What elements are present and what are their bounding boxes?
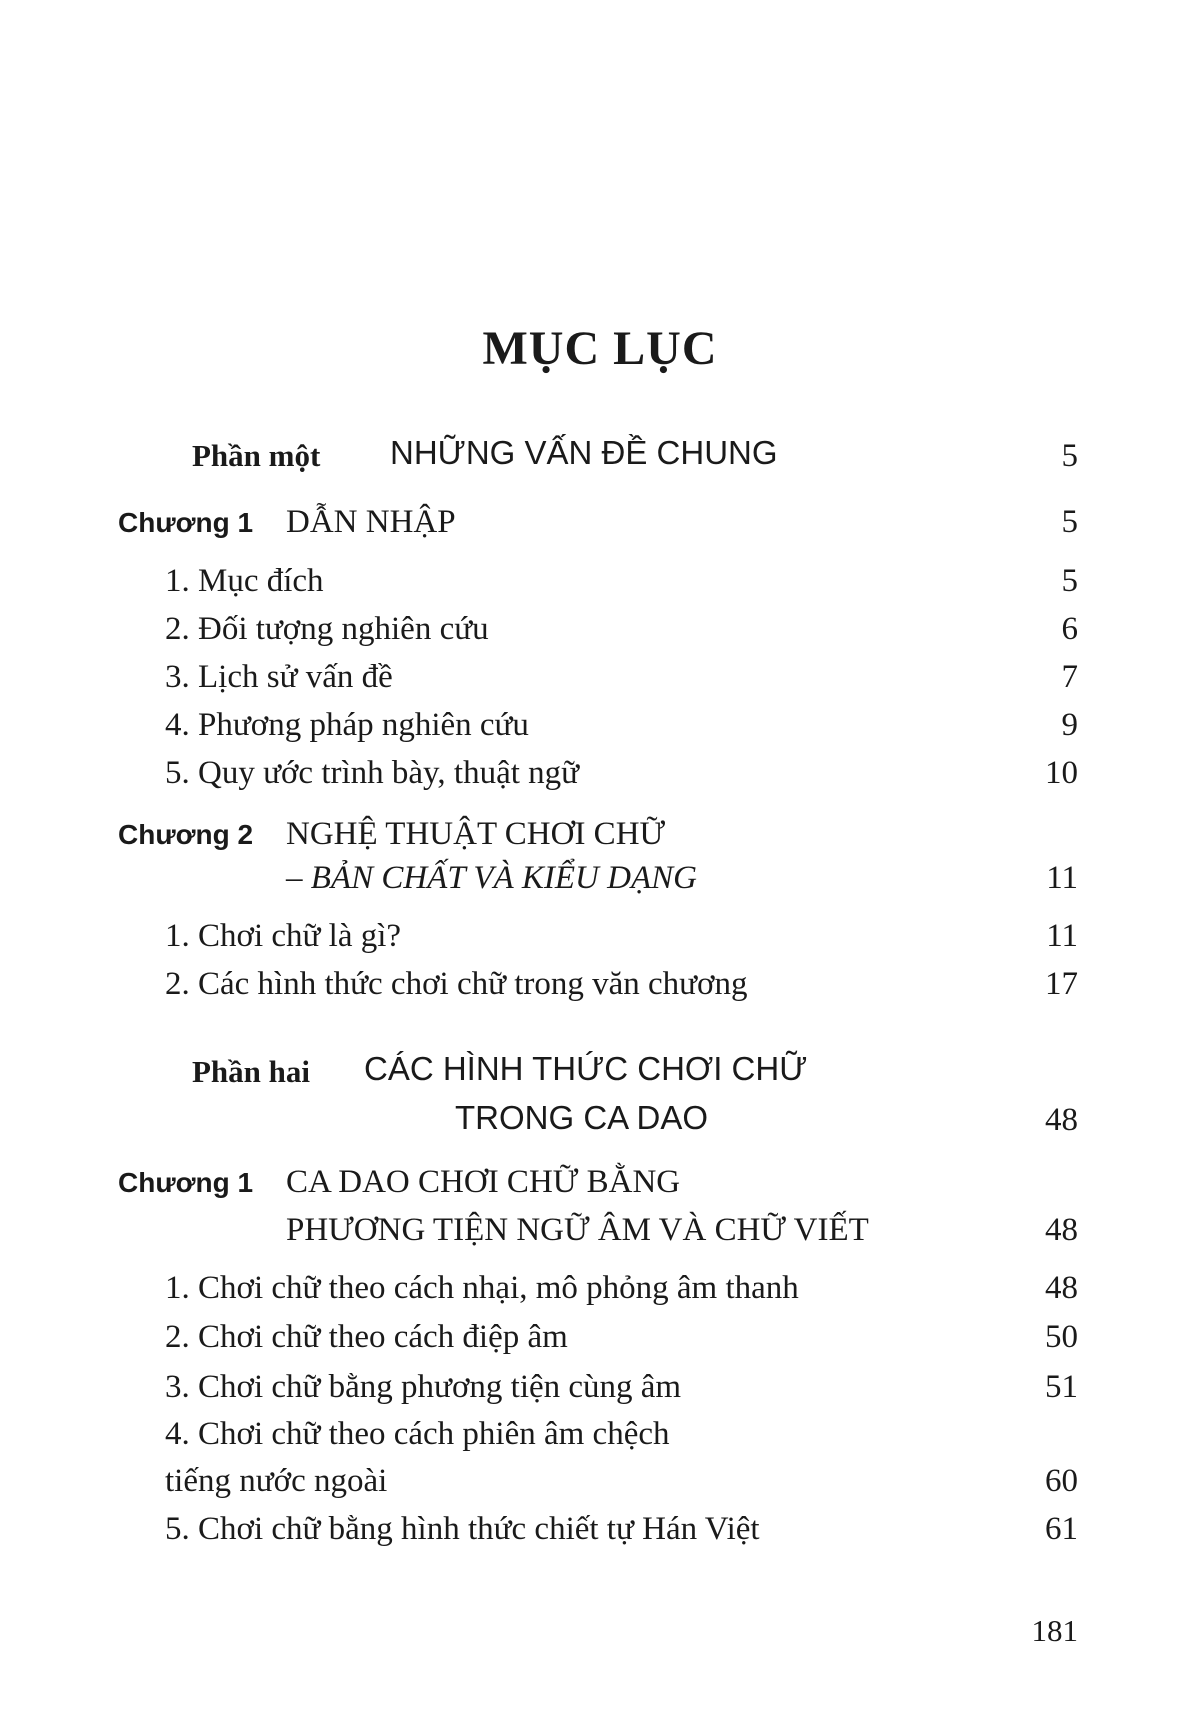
p2-chapter-1-name-line2: PHƯƠNG TIỆN NGỮ ÂM VÀ CHỮ VIẾT [286, 1212, 869, 1248]
toc-entry-page: 61 [1045, 1511, 1078, 1547]
p2-chapter-1-page: 48 [1045, 1212, 1078, 1248]
toc-entry-text: 4. Chơi chữ theo cách phiên âm chệch [165, 1416, 670, 1452]
p1-chapter-2-page: 11 [1046, 860, 1078, 896]
p1-chapter-2-name-line1: NGHỆ THUẬT CHƠI CHỮ [286, 816, 666, 852]
p1-chapter-1-label: Chương 1 [118, 507, 254, 538]
p2-chapter-1-label: Chương 1 [118, 1167, 254, 1198]
part-two-page: 48 [1045, 1102, 1078, 1138]
toc-entry-page: 51 [1045, 1369, 1078, 1405]
toc-entry-text-continued: tiếng nước ngoài [165, 1463, 388, 1499]
part-one-label: Phần một [192, 438, 321, 473]
toc-entry-text: 4. Phương pháp nghiên cứu [165, 707, 529, 743]
toc-entry-page: 60 [1045, 1463, 1078, 1499]
toc-entry-text: 3. Chơi chữ bằng phương tiện cùng âm [165, 1369, 682, 1405]
toc-entry-page: 11 [1046, 918, 1078, 954]
toc-entry-text: 2. Chơi chữ theo cách điệp âm [165, 1319, 568, 1355]
part-two-label: Phần hai [192, 1054, 311, 1089]
p1-chapter-1-name: DẪN NHẬP [286, 504, 456, 540]
toc-entry-text: 5. Chơi chữ bằng hình thức chiết tự Hán Việt [165, 1511, 760, 1547]
toc-entry-page: 48 [1045, 1270, 1078, 1306]
toc-entry-page: 17 [1045, 966, 1078, 1002]
p1-chapter-2-name-line2: – BẢN CHẤT VÀ KIỂU DẠNG [286, 860, 697, 896]
p1-chapter-2-label: Chương 2 [118, 819, 254, 850]
toc-entry-page: 7 [1061, 659, 1078, 695]
toc-entry-page: 6 [1061, 611, 1078, 647]
p2-chapter-1-name-line1: CA DAO CHƠI CHỮ BẰNG [286, 1164, 681, 1200]
toc-entry-text: 3. Lịch sử vấn đề [165, 659, 393, 695]
toc-entry-page: 5 [1061, 563, 1078, 599]
toc-entry-text: 1. Mục đích [165, 563, 324, 599]
toc-entry-page: 9 [1061, 707, 1078, 743]
p1-chapter-1-page: 5 [1061, 504, 1078, 540]
toc-entry-text: 1. Chơi chữ là gì? [165, 918, 402, 954]
part-one-name: NHỮNG VẤN ĐỀ CHUNG [390, 434, 778, 471]
toc-entry-text: 5. Quy ước trình bày, thuật ngữ [165, 755, 580, 791]
part-one-page: 5 [1061, 438, 1078, 474]
toc-entry-text: 2. Các hình thức chơi chữ trong văn chương [165, 966, 748, 1002]
toc-entry-text: 2. Đối tượng nghiên cứu [165, 611, 489, 647]
toc-entry-text: 1. Chơi chữ theo cách nhại, mô phỏng âm thanh [165, 1270, 799, 1306]
page-number: 181 [1031, 1613, 1078, 1648]
part-two-name-line2: TRONG CA DAO [455, 1099, 709, 1136]
toc-entry-page: 10 [1045, 755, 1078, 791]
toc-entry-page: 50 [1045, 1319, 1078, 1355]
toc-title: MỤC LỤC [482, 322, 718, 375]
part-two-name-line1: CÁC HÌNH THỨC CHƠI CHỮ [364, 1050, 808, 1087]
